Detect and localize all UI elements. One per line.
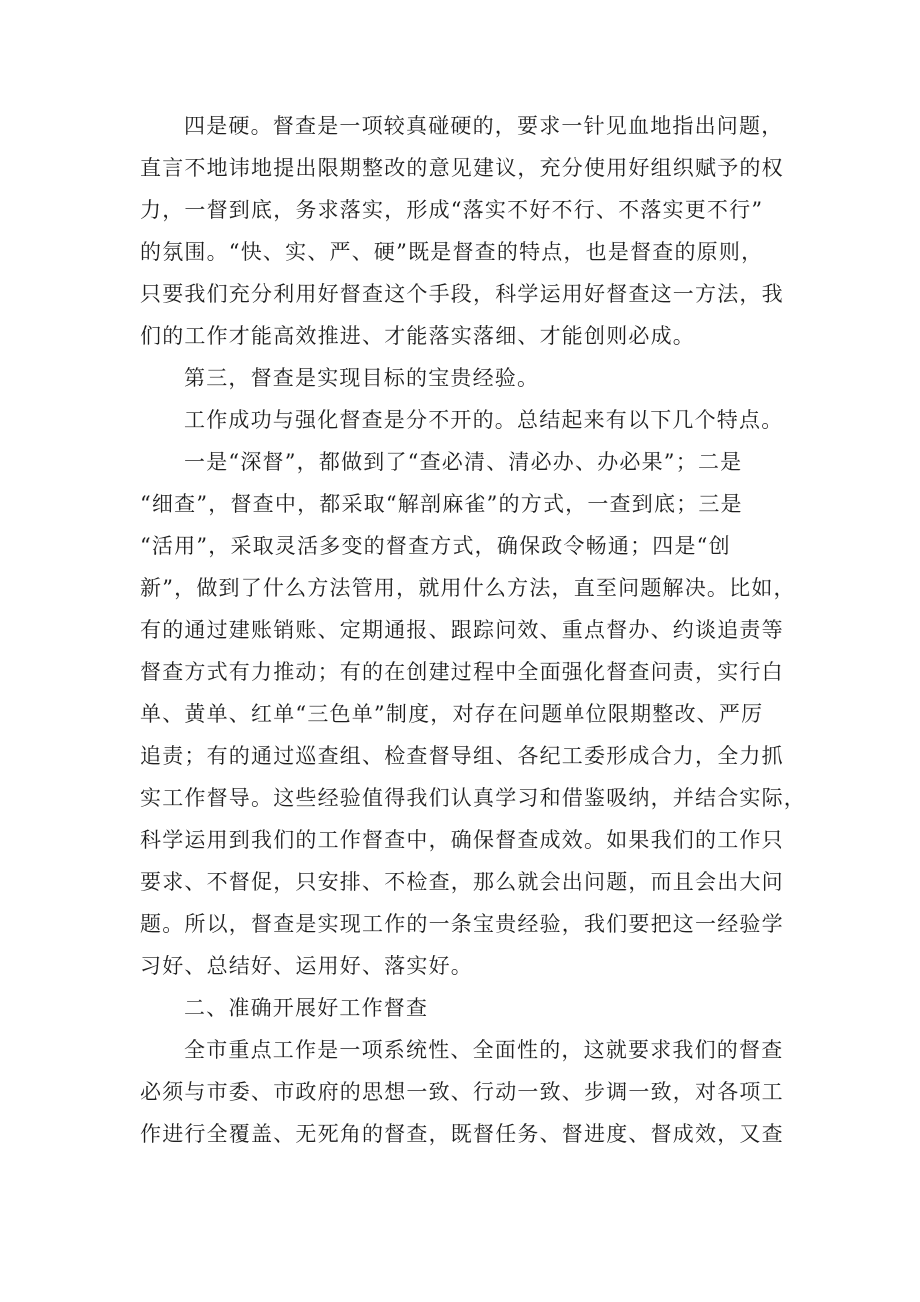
text-line: 直言不地讳地提出限期整改的意见建议，充分使用好组织赋予的权 xyxy=(140,156,784,180)
text-line: 工作成功与强化督查是分不开的。总结起来有以下几个特点。 xyxy=(184,408,784,432)
text-line: “细查”，督查中，都采取“解剖麻雀”的方式，一查到底；三是 xyxy=(140,492,743,516)
text-line: 全市重点工作是一项系统性、全面性的，这就要求我们的督查 xyxy=(184,1038,784,1062)
body-text xyxy=(140,105,806,1155)
text-line: 追责；有的通过巡查组、检查督导组、各纪工委形成合力，全力抓 xyxy=(140,744,784,768)
text-line: 二、准确开展好工作督查 xyxy=(184,996,429,1020)
text-line: 有的通过建账销账、定期通报、跟踪问效、重点督办、约谈追责等 xyxy=(140,618,784,642)
text-line: “活用”，采取灵活多变的督查方式，确保政令畅通；四是“创 xyxy=(140,534,731,558)
text-line: 题。所以，督查是实现工作的一条宝贵经验，我们要把这一经验学 xyxy=(140,912,784,936)
text-line: 第三，督查是实现目标的宝贵经验。 xyxy=(184,366,540,390)
text-line: 新”，做到了什么方法管用，就用什么方法，直至问题解决。比如， xyxy=(140,576,796,600)
text-line: 要求、不督促，只安排、不检查，那么就会出问题，而且会出大问 xyxy=(140,870,784,894)
text-line: 四是硬。督查是一项较真碰硬的，要求一针见血地指出问题， xyxy=(184,114,784,138)
text-line: 习好、总结好、运用好、落实好。 xyxy=(140,954,473,978)
text-line: 必须与市委、市政府的思想一致、行动一致、步调一致，对各项工 xyxy=(140,1080,784,1104)
text-line: 作进行全覆盖、无死角的督查，既督任务、督进度、督成效，又查 xyxy=(140,1122,784,1146)
text-line: 一是“深督”，都做到了“查必清、清必办、办必果”；二是 xyxy=(184,450,743,474)
text-line: 们的工作才能高效推进、才能落实落细、才能创则必成。 xyxy=(140,324,695,348)
text-line: 力，一督到底，务求落实，形成“落实不好不行、不落实更不行” xyxy=(140,198,764,222)
text-line: 单、黄单、红单“三色单”制度，对存在问题单位限期整改、严厉 xyxy=(140,702,764,726)
text-line: 实工作督导。这些经验值得我们认真学习和借鉴吸纳，并结合实际， xyxy=(140,786,806,810)
text-line: 的氛围。“快、实、严、硬”既是督查的特点，也是督查的原则， xyxy=(140,240,764,264)
text-line: 督查方式有力推动；有的在创建过程中全面强化督查问责，实行白 xyxy=(140,660,784,684)
text-line: 只要我们充分利用好督查这个手段，科学运用好督查这一方法，我 xyxy=(140,282,784,306)
text-line: 科学运用到我们的工作督查中，确保督查成效。如果我们的工作只 xyxy=(140,828,784,852)
